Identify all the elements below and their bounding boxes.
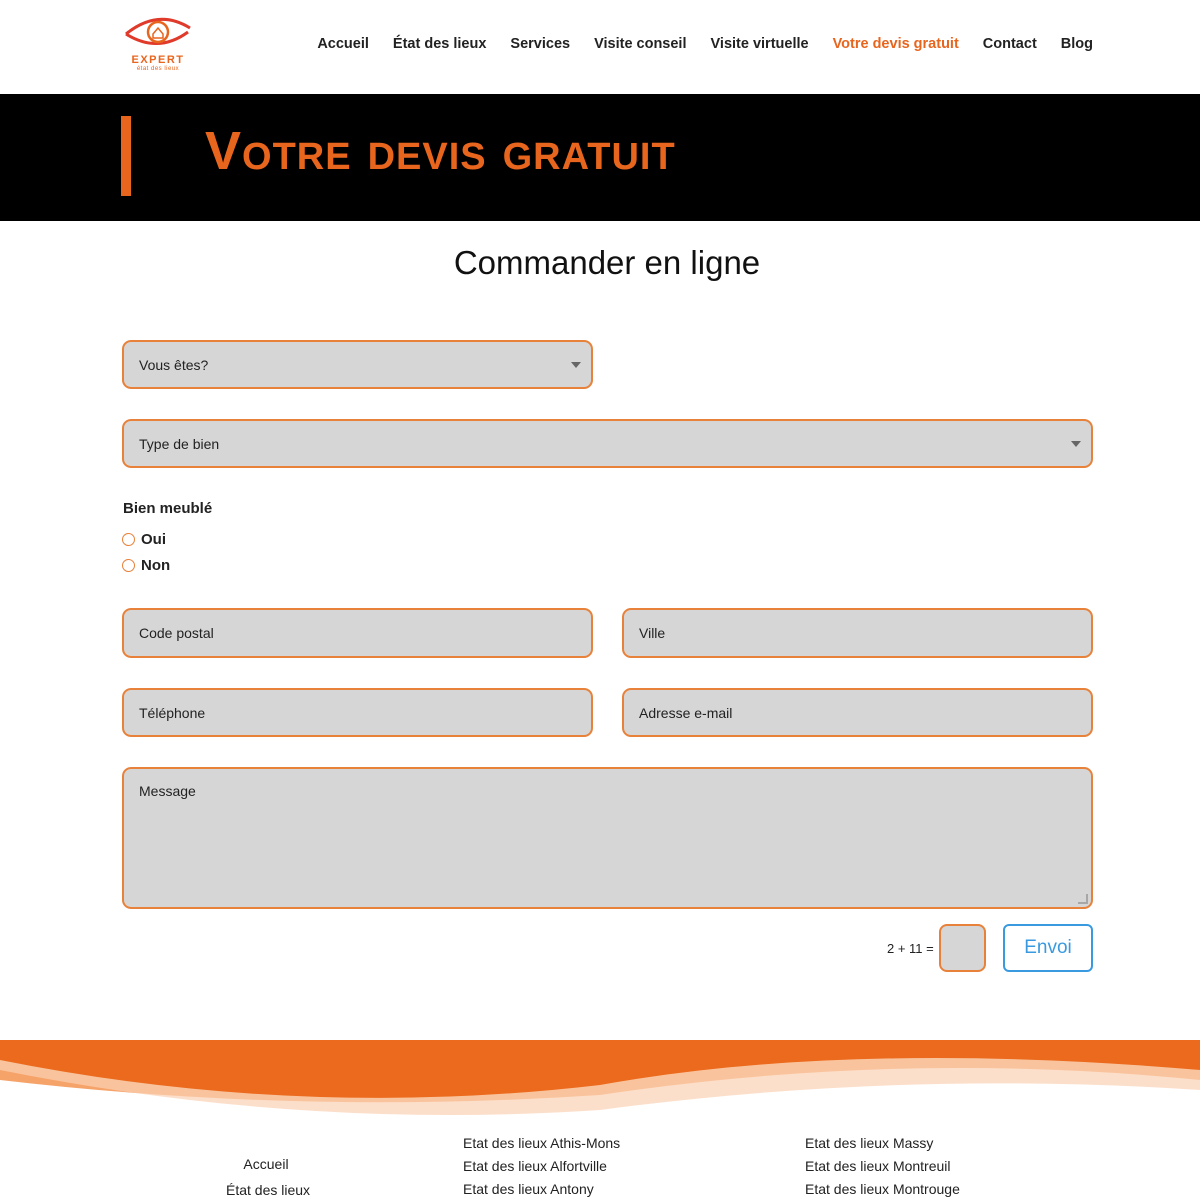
nav-etat-des-lieux[interactable]: État des lieux	[392, 36, 487, 52]
nav-contact[interactable]: Contact	[982, 36, 1037, 52]
vous-etes-select[interactable]	[122, 340, 593, 389]
email-placeholder: Adresse e-mail	[639, 704, 733, 721]
footer-col-3	[805, 1132, 960, 1201]
nav-visite-conseil[interactable]: Visite conseil	[594, 36, 687, 52]
resize-handle-icon[interactable]	[1078, 894, 1088, 904]
vous-etes-value: Vous êtes?	[139, 356, 209, 373]
footer-link[interactable]: Etat des lieux Montreuil	[805, 1158, 951, 1174]
footer-link[interactable]: Etat des lieux Massy	[805, 1135, 934, 1151]
footer-link[interactable]: Etat des lieux Antony	[463, 1181, 594, 1197]
submit-button[interactable]: Envoi	[1003, 924, 1093, 972]
footer-link[interactable]: Accueil	[243, 1156, 289, 1172]
footer-link[interactable]: État des lieux	[226, 1182, 311, 1198]
email-input[interactable]	[622, 688, 1093, 737]
meuble-label: Bien meublé	[123, 500, 213, 517]
telephone-input[interactable]	[122, 688, 593, 737]
nav-services[interactable]: Services	[510, 36, 571, 52]
message-placeholder: Message	[139, 783, 196, 799]
ville-input[interactable]	[622, 608, 1093, 658]
banner-accent-bar	[121, 116, 131, 196]
nav-devis-gratuit[interactable]: Votre devis gratuit	[832, 36, 959, 52]
form-title: Commander en ligne	[453, 244, 761, 281]
radio-oui-label: Oui	[141, 531, 166, 548]
radio-non-label: Non	[141, 557, 171, 574]
nav-blog[interactable]: Blog	[1060, 36, 1093, 52]
eye-house-logo-icon	[122, 14, 194, 54]
logo[interactable]	[122, 14, 194, 76]
ville-placeholder: Ville	[639, 625, 666, 641]
logo-brand: EXPERT	[131, 54, 185, 66]
type-de-bien-select[interactable]	[122, 419, 1093, 468]
main-nav	[317, 36, 1093, 52]
radio-non[interactable]	[122, 557, 170, 574]
nav-visite-virtuelle[interactable]: Visite virtuelle	[710, 36, 809, 52]
footer-col-1	[226, 1151, 311, 1203]
chevron-down-icon	[1071, 441, 1081, 447]
page-title: Votre devis gratuit	[205, 121, 676, 181]
radio-circle-icon[interactable]	[122, 533, 135, 546]
captcha-input[interactable]	[939, 924, 986, 972]
message-textarea[interactable]	[122, 767, 1093, 909]
nav-accueil[interactable]: Accueil	[317, 36, 369, 52]
page-banner	[0, 94, 1200, 221]
site-header	[0, 0, 1200, 94]
code-postal-input[interactable]	[122, 608, 593, 658]
footer-link[interactable]: Etat des lieux Athis-Mons	[463, 1135, 621, 1151]
footer-link[interactable]: Etat des lieux Alfortville	[463, 1158, 607, 1174]
radio-oui[interactable]	[122, 531, 166, 548]
footer-link[interactable]: Etat des lieux Montrouge	[805, 1181, 960, 1197]
radio-circle-icon[interactable]	[122, 559, 135, 572]
chevron-down-icon	[571, 362, 581, 368]
footer-wave	[0, 1040, 1200, 1120]
logo-tagline: état des lieux	[136, 66, 180, 72]
type-de-bien-value: Type de bien	[139, 435, 220, 452]
captcha-question: 2 + 11 =	[887, 941, 934, 956]
telephone-placeholder: Téléphone	[139, 704, 206, 721]
footer-col-2	[463, 1132, 620, 1201]
code-postal-placeholder: Code postal	[139, 625, 214, 641]
